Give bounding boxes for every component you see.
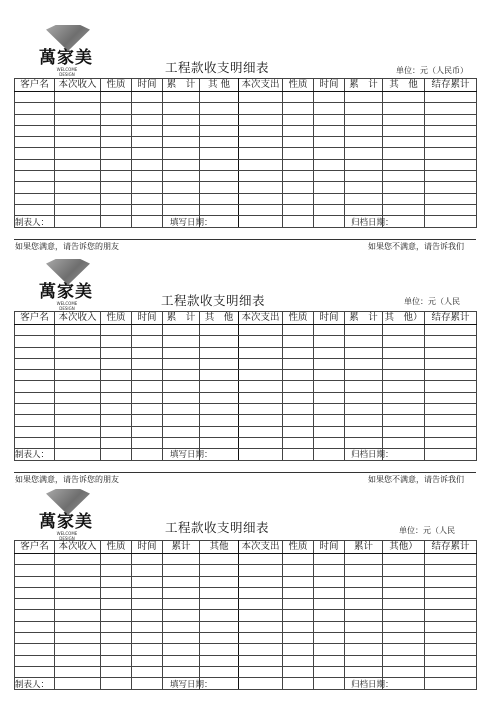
table-cell <box>163 576 200 587</box>
form-title: 工程款收支明细表 <box>165 520 270 535</box>
table-cell <box>200 554 239 565</box>
table-cell <box>132 633 163 644</box>
table-cell <box>425 587 477 598</box>
table-cell <box>163 565 200 576</box>
table-cell <box>200 644 239 655</box>
table-cell <box>163 554 200 565</box>
table-row <box>15 678 477 689</box>
logo-sub: WELCOME DESIGN <box>56 67 78 77</box>
table-cell <box>101 666 132 677</box>
table-row <box>15 633 477 644</box>
col-header: 性质 <box>101 312 132 325</box>
col-header: 本次收入 <box>55 312 101 325</box>
logo-sub: WELCOME DESIGN <box>56 531 78 541</box>
table-cell <box>163 655 200 666</box>
table-row <box>15 644 477 655</box>
table-cell <box>132 610 163 621</box>
table-cell <box>383 666 425 677</box>
table-cell <box>345 599 383 610</box>
table-cell <box>101 587 132 598</box>
footer-date: 填写日期： <box>170 680 213 690</box>
table-row <box>15 666 477 677</box>
table-cell <box>239 587 283 598</box>
table-cell <box>15 633 55 644</box>
logo-name: 萬家美 <box>39 48 93 68</box>
table-row <box>15 587 477 598</box>
table-cell <box>15 644 55 655</box>
table-cell <box>132 678 163 689</box>
table-cell <box>425 554 477 565</box>
table-cell <box>15 610 55 621</box>
table-row <box>15 576 477 587</box>
col-header: 其 他 <box>200 312 239 325</box>
table-row <box>15 610 477 621</box>
table-cell <box>132 621 163 632</box>
table-cell <box>314 633 345 644</box>
table-row <box>15 554 477 565</box>
table-cell <box>383 587 425 598</box>
table-cell <box>239 610 283 621</box>
table-row <box>15 655 477 666</box>
table-cell <box>283 644 314 655</box>
logo-sub: WELCOME DESIGN <box>56 301 78 311</box>
table-cell <box>55 621 101 632</box>
table-cell <box>283 576 314 587</box>
table-cell <box>283 554 314 565</box>
col-header: 时间 <box>314 79 345 92</box>
table-cell <box>55 610 101 621</box>
table-cell <box>55 565 101 576</box>
table-cell <box>163 587 200 598</box>
col-header: 其 他） <box>384 312 423 323</box>
table-cell <box>239 633 283 644</box>
table-cell <box>101 610 132 621</box>
table-cell <box>239 621 283 632</box>
table-cell <box>239 554 283 565</box>
table-cell <box>55 644 101 655</box>
col-header: 时间 <box>132 541 163 554</box>
table-cell <box>383 610 425 621</box>
table-cell <box>239 599 283 610</box>
table-cell <box>55 576 101 587</box>
table-cell <box>55 678 101 689</box>
table-cell <box>314 666 345 677</box>
col-header: 结存累计 <box>425 541 477 554</box>
logo <box>28 489 104 541</box>
logo-name: 萬家美 <box>39 512 93 532</box>
table-cell <box>132 599 163 610</box>
table-cell <box>314 678 345 689</box>
col-header: 本次支出 <box>239 541 283 554</box>
table-cell <box>314 644 345 655</box>
table-cell <box>345 610 383 621</box>
col-header: 其他 <box>200 541 239 554</box>
col-header: 客户名 <box>15 541 55 554</box>
table-cell <box>283 633 314 644</box>
table-cell <box>132 666 163 677</box>
table-cell <box>15 554 55 565</box>
table-cell <box>101 576 132 587</box>
table-cell <box>283 655 314 666</box>
table-cell <box>200 576 239 587</box>
table-cell <box>383 621 425 632</box>
table-cell <box>101 599 132 610</box>
table-cell <box>345 633 383 644</box>
table-cell <box>15 655 55 666</box>
table-cell <box>425 610 477 621</box>
table-cell <box>345 576 383 587</box>
table-cell <box>425 565 477 576</box>
table-cell <box>101 644 132 655</box>
table-cell <box>55 587 101 598</box>
table-cell <box>239 576 283 587</box>
table-cell <box>283 610 314 621</box>
table-cell <box>345 565 383 576</box>
table-cell <box>383 644 425 655</box>
table-cell <box>55 666 101 677</box>
table-cell <box>163 610 200 621</box>
col-header: 性质 <box>283 79 314 92</box>
table-cell <box>55 633 101 644</box>
table-cell <box>425 633 477 644</box>
col-header: 性质 <box>101 79 132 92</box>
col-header: 本次支出 <box>239 312 283 325</box>
slogan-left: 如果您满意，请告诉您的朋友 <box>15 242 119 251</box>
table-cell <box>383 565 425 576</box>
header-row <box>15 541 477 554</box>
col-header: 时间 <box>132 79 163 92</box>
table-cell <box>283 678 314 689</box>
footer-date: 填写日期： <box>170 218 213 228</box>
table-cell <box>163 599 200 610</box>
table-cell <box>314 655 345 666</box>
col-header: 时间 <box>314 541 345 554</box>
table-cell <box>132 644 163 655</box>
table-cell <box>314 576 345 587</box>
col-header: 其他） <box>383 541 425 554</box>
table-cell <box>101 678 132 689</box>
table-cell <box>55 655 101 666</box>
table-row <box>15 621 477 632</box>
footer-maker: 制表人： <box>15 680 50 690</box>
table-cell <box>101 633 132 644</box>
table-cell <box>132 655 163 666</box>
footer-maker: 制表人： <box>15 450 50 460</box>
col-header: 其 他 <box>383 79 425 92</box>
table-cell <box>383 554 425 565</box>
unit-label: 单位：元（人民 <box>399 526 455 535</box>
col-header: 本次支出 <box>239 79 283 92</box>
col-header: 时间 <box>132 312 163 325</box>
col-header: 结存累计 <box>425 79 477 92</box>
table-cell <box>163 644 200 655</box>
table-cell <box>200 633 239 644</box>
table-cell <box>163 666 200 677</box>
table-cell <box>15 587 55 598</box>
col-header: 累 计 <box>163 79 200 92</box>
col-header: 累 计 <box>163 312 200 325</box>
table-cell <box>383 633 425 644</box>
ledger-body <box>15 541 477 690</box>
table-cell <box>55 599 101 610</box>
table-cell <box>425 599 477 610</box>
table-cell <box>345 587 383 598</box>
table-cell <box>15 599 55 610</box>
table-cell <box>314 554 345 565</box>
table-cell <box>283 621 314 632</box>
table-cell <box>55 554 101 565</box>
col-header: 累计 <box>163 541 200 554</box>
table-cell <box>345 655 383 666</box>
table-cell <box>239 678 283 689</box>
table-row <box>15 565 477 576</box>
col-header: 性质 <box>283 312 314 325</box>
table-cell <box>132 565 163 576</box>
table-cell <box>132 587 163 598</box>
table-cell <box>345 666 383 677</box>
footer-date: 填写日期： <box>170 450 213 460</box>
col-header: 性质 <box>283 541 314 554</box>
table-cell <box>314 599 345 610</box>
table-cell <box>163 621 200 632</box>
unit-label: 单位：元（人民 <box>404 297 460 306</box>
table-cell <box>383 655 425 666</box>
table-cell <box>283 565 314 576</box>
table-cell <box>15 576 55 587</box>
footer-archive: 归档日期： <box>351 218 394 228</box>
table-cell <box>15 621 55 632</box>
footer-archive: 归档日期： <box>351 680 394 690</box>
slogan-right: 如果您不满意，请告诉我们 <box>368 242 464 251</box>
table-cell <box>425 644 477 655</box>
logo-name: 萬家美 <box>39 282 93 302</box>
slogan-left: 如果您满意，请告诉您的朋友 <box>15 475 119 484</box>
table-cell <box>383 599 425 610</box>
table-cell <box>345 554 383 565</box>
table-cell <box>200 587 239 598</box>
col-header: 时间 <box>314 312 345 325</box>
table-cell <box>15 565 55 576</box>
table-cell <box>163 633 200 644</box>
table-cell <box>283 599 314 610</box>
table-cell <box>425 621 477 632</box>
col-header: 结存累计 <box>425 312 477 325</box>
footer-maker: 制表人： <box>15 218 50 228</box>
table-cell <box>101 621 132 632</box>
table-cell <box>101 565 132 576</box>
col-header: 累计 <box>345 541 383 554</box>
table-cell <box>200 610 239 621</box>
table-cell <box>383 576 425 587</box>
table-cell <box>101 554 132 565</box>
col-header: 本次收入 <box>55 541 101 554</box>
table-cell <box>200 565 239 576</box>
table-cell <box>239 644 283 655</box>
col-header: 客户名 <box>15 312 55 325</box>
table-row <box>15 599 477 610</box>
table-cell <box>314 565 345 576</box>
table-cell <box>132 576 163 587</box>
table-cell <box>132 554 163 565</box>
table-cell <box>314 610 345 621</box>
table-cell <box>200 599 239 610</box>
table-cell <box>425 576 477 587</box>
footer-archive: 归档日期： <box>351 450 394 460</box>
table-cell <box>425 666 477 677</box>
col-header: 性质 <box>101 541 132 554</box>
table-cell <box>239 565 283 576</box>
table-cell <box>425 655 477 666</box>
table-cell <box>101 655 132 666</box>
col-header: 其 他 <box>200 79 239 92</box>
table-cell <box>345 644 383 655</box>
table-cell <box>425 678 477 689</box>
table-cell <box>239 666 283 677</box>
slogan-right: 如果您不满意，请告诉我们 <box>368 475 464 484</box>
table-cell <box>200 666 239 677</box>
table-cell <box>283 666 314 677</box>
col-header: 本次收入 <box>55 79 101 92</box>
unit-label: 单位：元（人民币） <box>396 66 468 75</box>
table-cell <box>200 621 239 632</box>
table-cell <box>239 655 283 666</box>
form-title: 工程款收支明细表 <box>165 60 270 75</box>
table-cell <box>283 587 314 598</box>
col-header: 累 计 <box>345 312 383 325</box>
table-cell <box>200 655 239 666</box>
table-cell <box>15 666 55 677</box>
table-cell <box>314 621 345 632</box>
col-header: 累 计 <box>345 79 383 92</box>
col-header: 客户名 <box>15 79 55 92</box>
table-cell <box>314 587 345 598</box>
ledger-table <box>14 540 477 690</box>
form-title: 工程款收支明细表 <box>161 293 266 308</box>
table-cell <box>345 621 383 632</box>
